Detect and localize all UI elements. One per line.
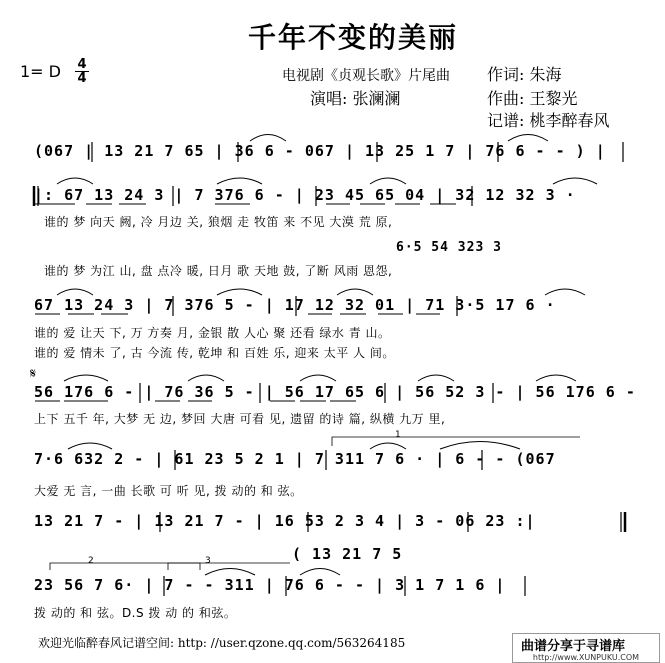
key-text: 1= D xyxy=(20,62,61,81)
score-line-3-notes: 6·5 54 323 3 xyxy=(396,240,502,255)
score-line-6: 7·6 632 2 - | 61 23 5 2 1 | 7 311 7 6 · | 6 - - (067 xyxy=(34,450,556,468)
segno-mark: 𝄋 xyxy=(30,366,37,382)
watermark-badge xyxy=(512,633,660,663)
score-line-5: 56 176 6 - | 76 36 5 - | 56 17 65 6 | 56 52 3 - | 56 176 6 - xyxy=(34,383,636,401)
song-title: 千年不变的美丽 xyxy=(248,21,459,54)
lyrics-line-4b: 谁的 爱 情未 了, 古 今流 传, 乾坤 和 百姓 乐, 迎来 太平 人 间。 xyxy=(34,346,395,360)
badge-title: 曲谱分享于寻谱库 xyxy=(521,639,626,654)
lyrics-line-2: 谁的 梦 向天 阙, 冷 月边 关, 狼烟 走 牧笛 来 不见 大漠 荒 原, xyxy=(44,215,393,229)
composer-label: 作曲: 王黎光 xyxy=(487,89,578,108)
time-top: 4 xyxy=(77,57,87,72)
lyrics-line-6: 大爱 无 言, 一曲 长歌 可 听 见, 拨 动的 和 弦。 xyxy=(34,484,303,498)
volta-1-label: 1 xyxy=(395,430,401,440)
transcriber-label: 记谱: 桃李醉春风 xyxy=(487,111,610,130)
lyricist-label: 作词: 朱海 xyxy=(487,65,562,84)
score-line-2: |: 67 13 24 3 | 7 376 6 - | 23 45 65 04 | 32 12 32 3 · xyxy=(34,186,576,204)
source-label: 电视剧《贞观长歌》片尾曲 xyxy=(282,68,450,84)
badge-url: http://www.XUNPUKU.COM xyxy=(532,653,640,662)
singer-label: 演唱: 张澜澜 xyxy=(310,89,401,108)
volta-2-label: 2 xyxy=(88,556,94,566)
score-line-8-prefix: ( 13 21 7 5 xyxy=(292,545,403,563)
score-line-7: 13 21 7 - | 13 21 7 - | 16 53 2 3 4 | 3 - 06 23 :| xyxy=(34,512,536,530)
score-line-1: (067 | 13 21 7 65 | 36 6 - 067 | 13 25 1 7 | 76 6 - - ) | xyxy=(34,142,606,160)
score-line-4: 67 13 24 3 | 7 376 5 - | 17 12 32 01 | 71 3·5 17 6 · xyxy=(34,296,556,314)
volta-3-label: 3 xyxy=(205,556,211,566)
lyrics-line-4a: 谁的 爱 让天 下, 万 方奏 月, 金银 散 人心 聚 还看 绿水 青 山。 xyxy=(34,326,391,340)
lyrics-line-3: 谁的 梦 为江 山, 盘 点冷 暖, 日月 歌 天地 鼓, 了断 风雨 恩怨, xyxy=(44,264,393,278)
time-signature xyxy=(75,58,89,85)
score-line-8: 23 56 7 6· | 7 - - 311 | 76 6 - - | 3 1 7 1 6 | xyxy=(34,576,506,594)
footer-text: 欢迎光临醉春风记谱空间: http: //user.qzone.qq.com/563264185 xyxy=(38,636,406,650)
key-signature xyxy=(20,62,61,81)
lyrics-line-8: 拨 动的 和 弦。D.S 拨 动 的 和弦。 xyxy=(34,606,237,620)
time-bottom: 4 xyxy=(75,71,89,85)
lyrics-line-5: 上下 五千 年, 大梦 无 边, 梦回 大唐 可看 见, 遗留 的诗 篇, 纵横 九万 里, xyxy=(34,412,446,426)
